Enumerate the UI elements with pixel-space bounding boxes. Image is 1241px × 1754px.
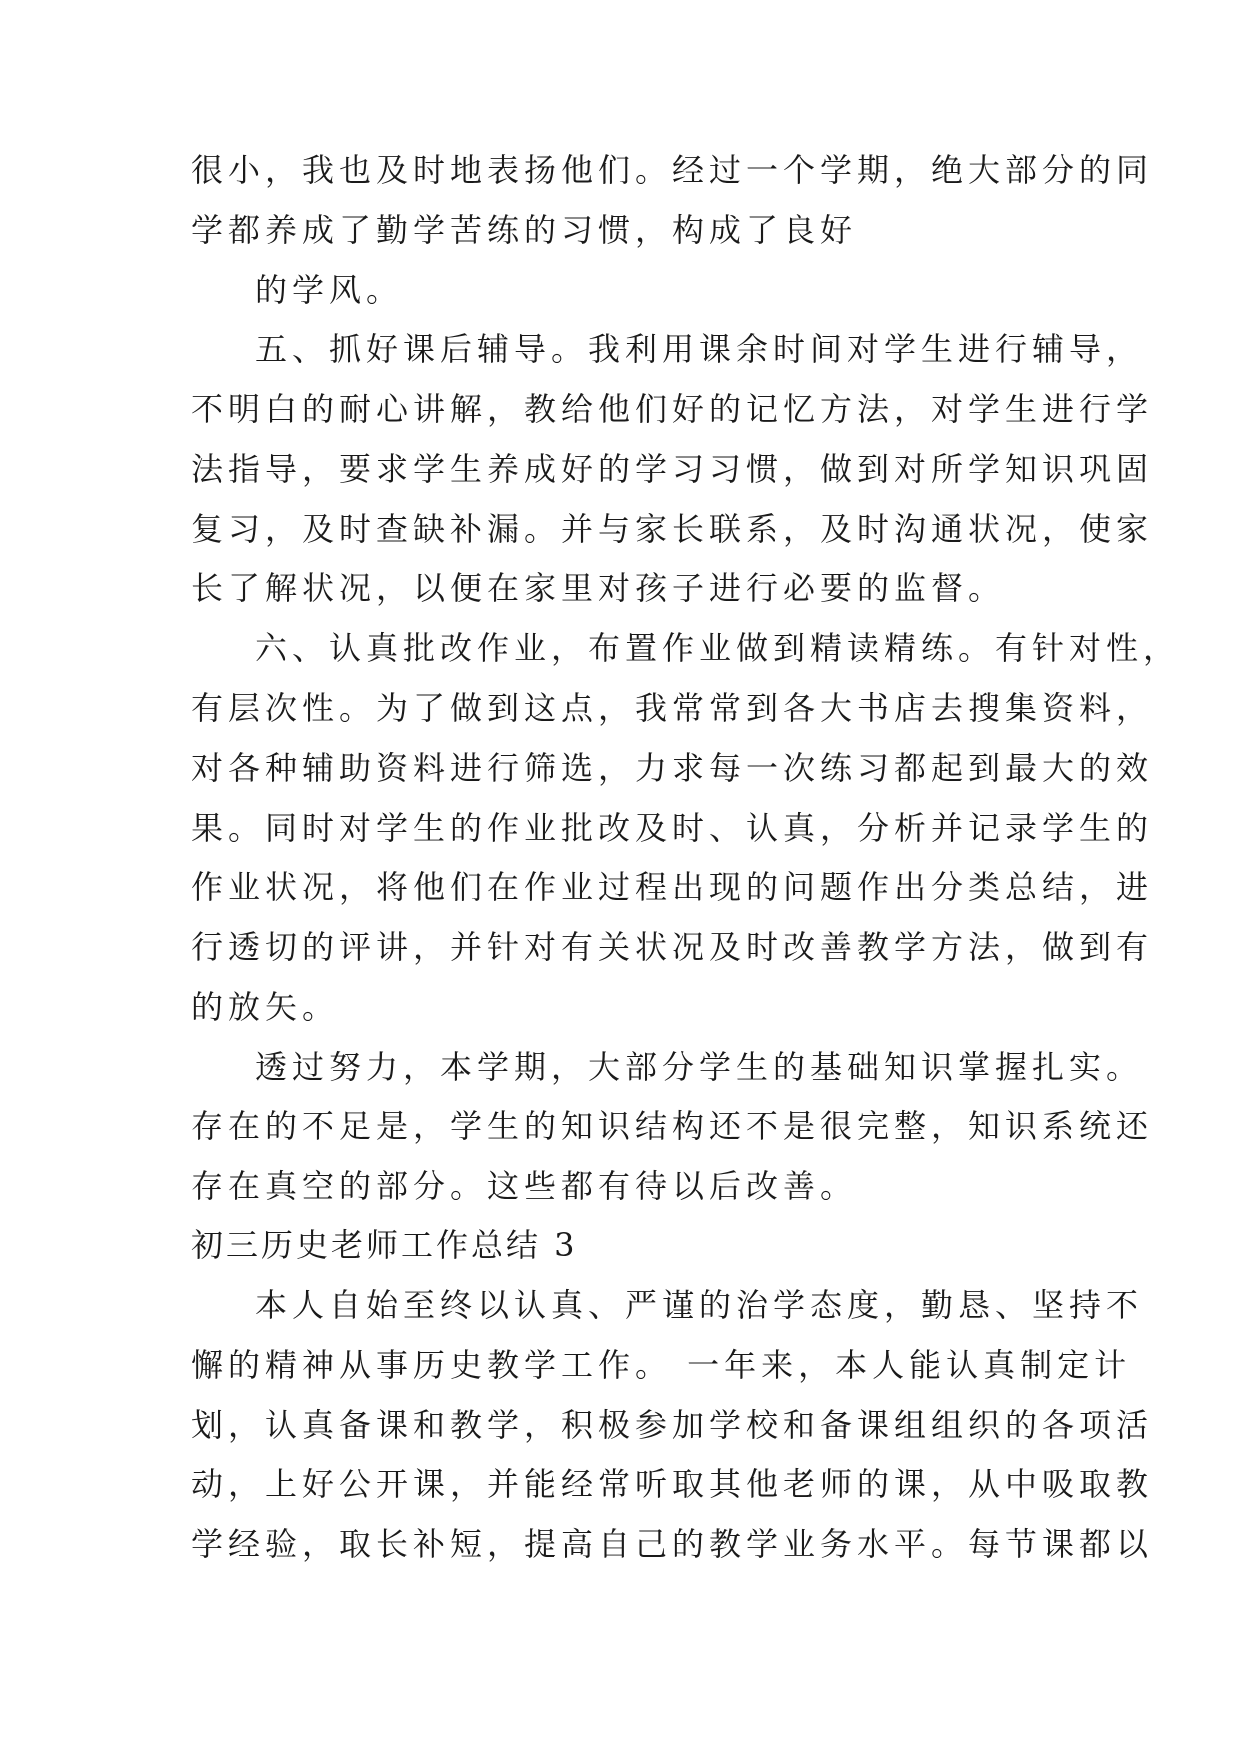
section-heading: 初三历史老师工作总结 3 — [191, 1226, 578, 1264]
body-text-line: 很小，我也及时地表扬他们。经过一个学期，绝大部分的同 — [191, 151, 1154, 189]
body-text-line: 行透切的评讲，并针对有关状况及时改善教学方法，做到有 — [191, 928, 1154, 966]
body-text-line: 存在真空的部分。这些都有待以后改善。 — [191, 1167, 858, 1205]
body-text-line: 划，认真备课和教学，积极参加学校和备课组组织的各项活 — [191, 1406, 1154, 1444]
body-text-line: 的学风。 — [255, 271, 404, 309]
body-text-line: 不明白的耐心讲解，教给他们好的记忆方法，对学生进行学 — [191, 390, 1154, 428]
body-text-line: 学都养成了勤学苦练的习惯，构成了良好 — [191, 211, 858, 249]
body-text-line: 法指导，要求学生养成好的学习习惯，做到对所学知识巩固 — [191, 450, 1154, 488]
summary-paragraph-start: 透过努力，本学期，大部分学生的基础知识掌握扎实。 — [255, 1048, 1144, 1086]
body-text-line: 作业状况，将他们在作业过程出现的问题作出分类总结，进 — [191, 868, 1154, 906]
paragraph-5-start: 五、抓好课后辅导。我利用课余时间对学生进行辅导， — [255, 330, 1144, 368]
body-text-line: 有层次性。为了做到这点，我常常到各大书店去搜集资料， — [191, 689, 1154, 727]
body-text-line: 果。同时对学生的作业批改及时、认真，分析并记录学生的 — [191, 809, 1154, 847]
body-text-line: 存在的不足是，学生的知识结构还不是很完整，知识系统还 — [191, 1107, 1154, 1145]
paragraph-6-start: 六、认真批改作业，布置作业做到精读精练。有针对性， — [255, 629, 1181, 667]
body-text-line: 复习，及时查缺补漏。并与家长联系，及时沟通状况，使家 — [191, 510, 1154, 548]
body-text-line: 懈的精神从事历史教学工作。 一年来，本人能认真制定计 — [191, 1346, 1132, 1384]
body-text-line: 的放矢。 — [191, 988, 340, 1026]
body-text-line: 长了解状况，以便在家里对孩子进行必要的监督。 — [191, 569, 1006, 607]
body-text-line: 动，上好公开课，并能经常听取其他老师的课，从中吸取教 — [191, 1465, 1154, 1503]
body-text-line: 对各种辅助资料进行筛选，力求每一次练习都起到最大的效 — [191, 749, 1154, 787]
body-text-line: 学经验，取长补短，提高自己的教学业务水平。每节课都以 — [191, 1525, 1154, 1563]
section-paragraph-start: 本人自始至终以认真、严谨的治学态度，勤恳、坚持不 — [255, 1286, 1144, 1324]
